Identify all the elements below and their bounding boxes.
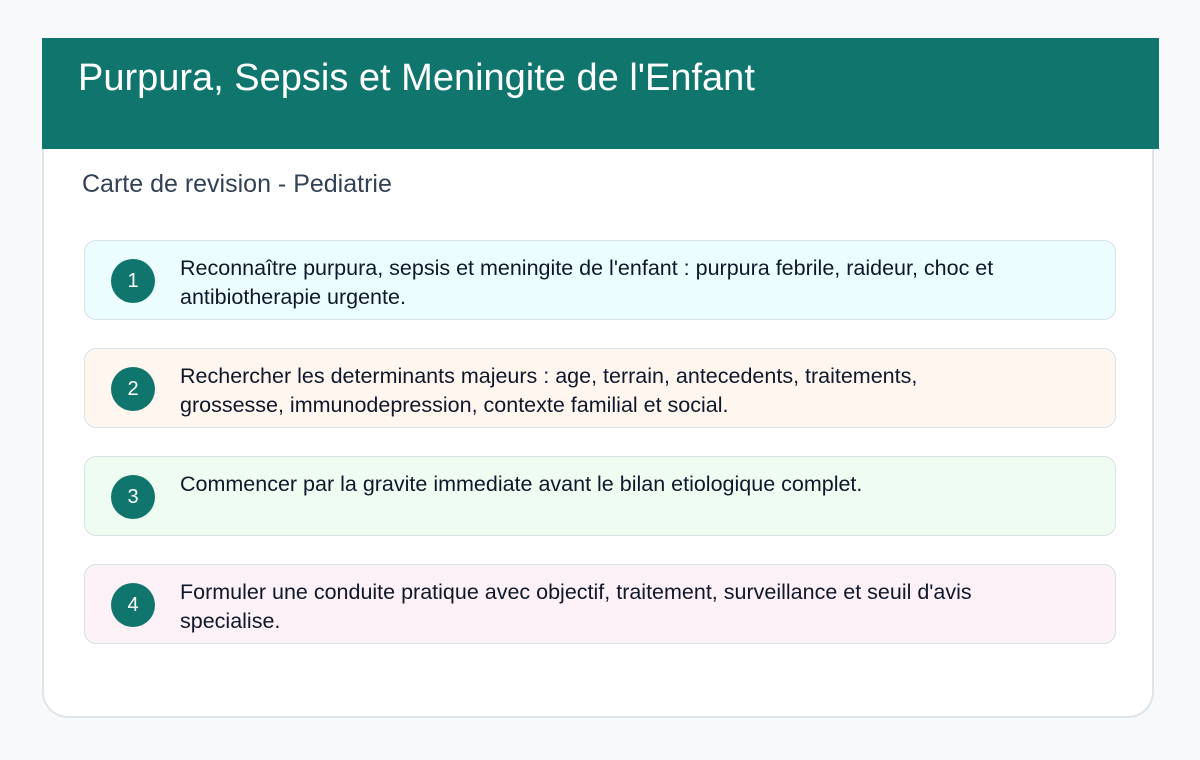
page-title: Purpura, Sepsis et Meningite de l'Enfant bbox=[78, 57, 755, 99]
card-header bbox=[42, 38, 1159, 149]
step-number-badge: 4 bbox=[111, 583, 155, 627]
step-number-badge: 1 bbox=[111, 259, 155, 303]
list-item-text: Formuler une conduite pratique avec objectif, traitement, surveillance et seuil d'avis specialise. bbox=[180, 580, 972, 633]
list-item bbox=[84, 240, 1116, 320]
list-item bbox=[84, 456, 1116, 536]
list-item-text: Rechercher les determinants majeurs : age, terrain, antecedents, traitements, grossesse, immunodepression, contexte familial et social. bbox=[180, 364, 918, 417]
list-item bbox=[84, 564, 1116, 644]
card-subtitle: Carte de revision - Pediatrie bbox=[82, 170, 392, 198]
step-number-badge: 3 bbox=[111, 475, 155, 519]
list-item-text: Commencer par la gravite immediate avant le bilan etiologique complet. bbox=[180, 472, 863, 496]
list-item-text: Reconnaître purpura, sepsis et meningite de l'enfant : purpura febrile, raideur, choc et antibiotherapie urgente. bbox=[180, 256, 994, 309]
list-item bbox=[84, 348, 1116, 428]
step-number-badge: 2 bbox=[111, 367, 155, 411]
